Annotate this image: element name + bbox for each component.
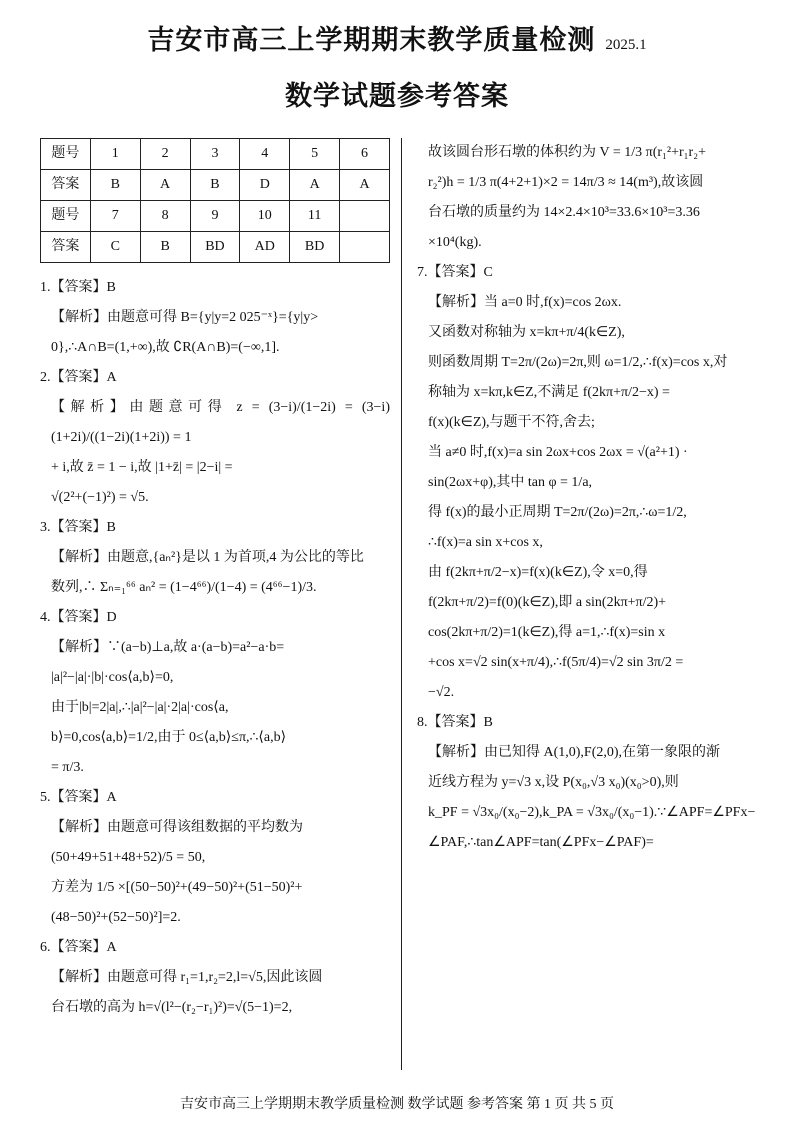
solution-line: 【解析】由题意可得 r₁=1,r₂=2,l=√5,因此该圆 [51,970,323,985]
question-answer-heading: 4.【答案】D [40,610,117,625]
answer-table-cell: 答案 [41,232,91,263]
question-answer-heading: 2.【答案】A [40,370,117,385]
solution-line: 【解析】由题意,{aₙ²}是以 1 为首项,4 为公比的等比 [51,550,364,565]
answer-table-cell: AD [240,232,290,263]
solution-line: 【解析】由已知得 A(1,0),F(2,0),在第一象限的渐 [428,745,721,760]
answer-table-cell: D [240,170,290,201]
answer-table-cell: A [290,170,340,201]
answer-table-cell: BD [290,232,340,263]
solution-line: √(2²+(−1)²) = √5. [51,490,149,505]
answer-table-cell: BD [190,232,240,263]
solution-line: 【解析】∵(a−b)⊥a,故 a·(a−b)=a²−a·b= [51,640,285,655]
solution-line: 得 f(x)的最小正周期 T=2π/(2ω)=2π,∴ω=1/2, [428,505,687,520]
answer-table-cell: 10 [240,201,290,232]
solution-line: −√2. [428,685,455,700]
answer-table-cell: C [90,232,140,263]
answer-table-cell: A [340,170,390,201]
solution-line: 方差为 1/5 ×[(50−50)²+(49−50)²+(51−50)²+ [51,880,303,895]
solution-line: 台石墩的高为 h=√(l²−(r₂−r₁)²)=√(5−1)=2, [51,1000,293,1015]
answer-table-cell: 5 [290,139,340,170]
answer-table-cell: 11 [290,201,340,232]
answer-table-cell: 6 [340,139,390,170]
answer-table-cell: 题号 [41,139,91,170]
answer-table-row [41,201,390,232]
solution-line: 由 f(2kπ+π/2−x)=f(x)(k∈Z),令 x=0,得 [428,565,648,580]
solution-line: ×10⁴(kg). [428,235,482,250]
answer-table-cell: 答案 [41,170,91,201]
solution-line: 又函数对称轴为 x=kπ+π/4(k∈Z), [428,325,625,340]
solution-line: |a|²−|a|·|b|·cos⟨a,b⟩=0, [51,670,174,685]
solution-line: 由于|b|=2|a|,∴|a|²−|a|·2|a|·cos⟨a, [51,700,229,715]
solution-line: 则函数周期 T=2π/(2ω)=2π,则 ω=1/2,∴f(x)=cos x,对 [428,355,728,370]
exam-date: 2025.1 [605,37,647,53]
solution-line: 称轴为 x=kπ,k∈Z,不满足 f(2kπ+π/2−x) = [428,385,670,400]
answer-table-cell [340,201,390,232]
solution-line: +cos x=√2 sin(x+π/4),∴f(5π/4)=√2 sin 3π/2 = [428,655,684,670]
page-title: 吉安市高三上学期期末教学质量检测 2025.1 [147,25,647,56]
answer-table-cell: 3 [190,139,240,170]
answer-table-cell: 1 [90,139,140,170]
solution-line: 【解析】由题意可得 z = (3−i)/(1−2i) = (3−i)(1+2i)/((1−2i)(1+2i)) = 1 [51,400,390,445]
answer-table-cell: B [90,170,140,201]
answer-table-row [41,139,390,170]
solution-line: 0},∴A∩B=(1,+∞),故 ∁R(A∩B)=(−∞,1]. [51,340,280,355]
answer-table-cell: A [140,170,190,201]
answer-table-row [41,232,390,263]
solution-line: b⟩=0,cos⟨a,b⟩=1/2,由于 0≤⟨a,b⟩≤π,∴⟨a,b⟩ [51,730,287,745]
answer-table-cell: 7 [90,201,140,232]
solution-line: f(2kπ+π/2)=f(0)(k∈Z),即 a sin(2kπ+π/2)+ [428,595,667,610]
solution-line: 故该圆台形石墩的体积约为 V = 1/3 π(r₁²+r₁r₂+ [428,145,706,160]
solution-line: ∠PAF,∴tan∠APF=tan(∠PFx−∠PAF)= [428,835,654,850]
solution-line: 数列,∴ Σₙ₌₁⁶⁶ aₙ² = (1−4⁶⁶)/(1−4) = (4⁶⁶−1)/3. [51,580,317,595]
solution-line: (48−50)²+(52−50)²]=2. [51,910,181,925]
solution-line: f(x)(k∈Z),与题干不符,舍去; [428,415,595,430]
answer-table-cell: 4 [240,139,290,170]
answer-table-cell [340,232,390,263]
question-answer-heading: 8.【答案】B [417,715,493,730]
solution-line: 台石墩的质量约为 14×2.4×10³=33.6×10³=3.36 [428,205,700,220]
solution-line: 【解析】当 a=0 时,f(x)=cos 2ωx. [428,295,622,310]
answer-table-row [41,170,390,201]
solution-line: 近线方程为 y=√3 x,设 P(x₀,√3 x₀)(x₀>0),则 [428,775,679,790]
answer-table-cell: 8 [140,201,190,232]
answer-table-cell: B [140,232,190,263]
solution-line: 【解析】由题意可得 B={y|y=2 025⁻ˣ}={y|y> [51,310,319,325]
solution-line: r₂²)h = 1/3 π(4+2+1)×2 = 14π/3 ≈ 14(m³),故该圆 [428,175,704,190]
answer-table-cell: 9 [190,201,240,232]
solution-line: 当 a≠0 时,f(x)=a sin 2ωx+cos 2ωx = √(a²+1) · [428,445,688,460]
question-answer-heading: 5.【答案】A [40,790,117,805]
answer-table-cell: 2 [140,139,190,170]
left-column [40,138,390,1023]
solution-line: + i,故 z̄ = 1 − i,故 |1+z̄| = |2−i| = [51,460,233,475]
answer-table-cell: 题号 [41,201,91,232]
page-footer: 吉安市高三上学期期末教学质量检测 数学试题 参考答案 第 1 页 共 5 页 [180,1097,614,1112]
page-subtitle: 数学试题参考答案 [285,81,509,112]
column-divider [401,138,402,1070]
right-column [417,138,757,858]
solution-line: = π/3. [51,760,84,775]
solution-line: ∴f(x)=a sin x+cos x, [428,535,543,550]
solution-line: (50+49+51+48+52)/5 = 50, [51,850,206,865]
question-answer-heading: 1.【答案】B [40,280,116,295]
question-answer-heading: 6.【答案】A [40,940,117,955]
solution-line: k_PF = √3x₀/(x₀−2),k_PA = √3x₀/(x₀−1).∵∠APF=∠PFx− [428,805,756,820]
answer-table [40,138,390,263]
solution-line: sin(2ωx+φ),其中 tan φ = 1/a, [428,475,593,490]
question-answer-heading: 3.【答案】B [40,520,116,535]
solution-line: cos(2kπ+π/2)=1(k∈Z),得 a=1,∴f(x)=sin x [428,625,666,640]
question-answer-heading: 7.【答案】C [417,265,493,280]
solution-line: 【解析】由题意可得该组数据的平均数为 [51,820,303,835]
answer-table-cell: B [190,170,240,201]
